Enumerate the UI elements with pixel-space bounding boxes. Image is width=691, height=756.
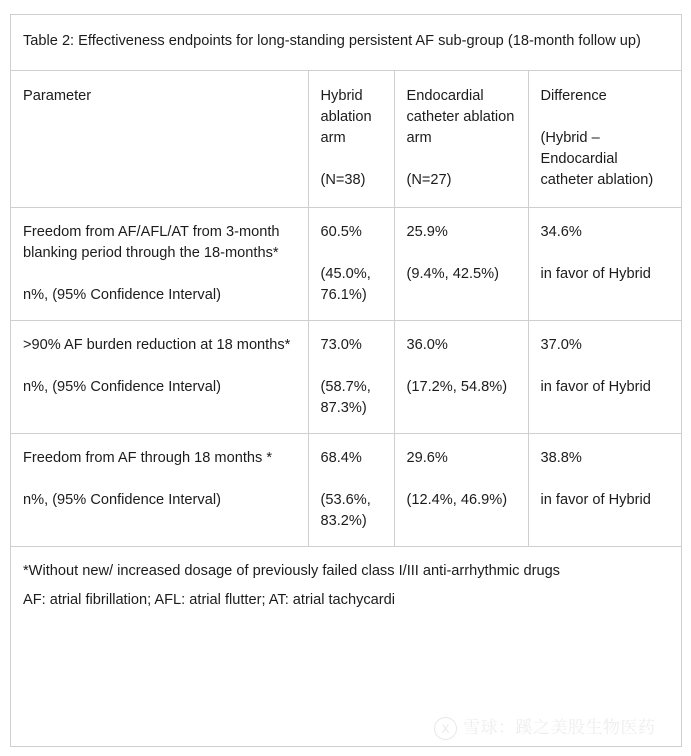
row-difference-cell bbox=[528, 208, 681, 321]
row-parameter-main: Freedom from AF through 18 months * bbox=[23, 450, 273, 466]
table-container bbox=[10, 14, 682, 747]
header-endocardial-arm bbox=[394, 71, 528, 208]
header-difference-formula: (Hybrid – Endocardial catheter ablation) bbox=[540, 130, 654, 188]
row-parameter-sub: n%, (95% Confidence Interval) bbox=[23, 379, 221, 395]
footnote-abbreviations: AF: atrial fibrillation; AFL: atrial flutter; AT: atrial tachycardi bbox=[23, 592, 396, 608]
xueqiu-logo-icon: X bbox=[434, 717, 457, 740]
footnote-row bbox=[11, 586, 681, 627]
table-caption: Table 2: Effectiveness endpoints for long-standing persistent AF sub-group (18-month follow up) bbox=[11, 15, 681, 71]
row-difference-cell bbox=[528, 434, 681, 547]
row-hybrid-cell bbox=[308, 321, 394, 434]
row-parameter-cell bbox=[11, 434, 308, 547]
row-difference-note: in favor of Hybrid bbox=[540, 266, 651, 282]
header-parameter-label: Parameter bbox=[23, 88, 92, 104]
header-hybrid-arm bbox=[308, 71, 394, 208]
row-hybrid-value: 68.4% bbox=[320, 450, 362, 466]
row-hybrid-cell bbox=[308, 434, 394, 547]
header-hybrid-arm-count: (N=38) bbox=[320, 172, 366, 188]
row-endocardial-cell bbox=[394, 434, 528, 547]
row-hybrid-ci: (53.6%, 83.2%) bbox=[320, 492, 371, 529]
row-parameter-sub: n%, (95% Confidence Interval) bbox=[23, 492, 221, 508]
header-hybrid-arm-label: Hybrid ablation arm bbox=[320, 88, 372, 146]
row-hybrid-value: 60.5% bbox=[320, 224, 362, 240]
row-hybrid-ci: (58.7%, 87.3%) bbox=[320, 379, 371, 416]
table-row bbox=[11, 434, 681, 547]
watermark-text: 雪球：蹊之美股生物医药 bbox=[463, 718, 656, 738]
row-parameter-cell bbox=[11, 208, 308, 321]
row-endocardial-value: 25.9% bbox=[406, 224, 448, 240]
row-endocardial-ci: (9.4%, 42.5%) bbox=[406, 266, 499, 282]
table-row bbox=[11, 321, 681, 434]
header-difference-label: Difference bbox=[540, 88, 607, 104]
header-parameter bbox=[11, 71, 308, 208]
row-parameter-sub: n%, (95% Confidence Interval) bbox=[23, 287, 221, 303]
row-difference-value: 34.6% bbox=[540, 224, 582, 240]
row-endocardial-cell bbox=[394, 208, 528, 321]
row-endocardial-ci: (17.2%, 54.8%) bbox=[406, 379, 508, 395]
row-parameter-cell bbox=[11, 321, 308, 434]
row-difference-cell bbox=[528, 321, 681, 434]
header-endocardial-arm-count: (N=27) bbox=[406, 172, 452, 188]
row-hybrid-value: 73.0% bbox=[320, 337, 362, 353]
row-difference-note: in favor of Hybrid bbox=[540, 379, 651, 395]
footnote-asterisk: *Without new/ increased dosage of previously failed class I/III anti-arrhythmic drugs bbox=[23, 563, 560, 579]
table-row bbox=[11, 208, 681, 321]
row-endocardial-ci: (12.4%, 46.9%) bbox=[406, 492, 508, 508]
row-hybrid-ci: (45.0%, 76.1%) bbox=[320, 266, 371, 303]
row-hybrid-cell bbox=[308, 208, 394, 321]
row-difference-value: 38.8% bbox=[540, 450, 582, 466]
header-difference bbox=[528, 71, 681, 208]
effectiveness-endpoints-table bbox=[11, 15, 681, 627]
footnote-row bbox=[11, 547, 681, 587]
row-parameter-main: >90% AF burden reduction at 18 months* bbox=[23, 337, 291, 353]
row-difference-note: in favor of Hybrid bbox=[540, 492, 651, 508]
row-parameter-main: Freedom from AF/AFL/AT from 3-month blanking period through the 18-months* bbox=[23, 224, 280, 261]
row-endocardial-value: 29.6% bbox=[406, 450, 448, 466]
header-endocardial-arm-label: Endocardial catheter ablation arm bbox=[406, 88, 515, 146]
table-caption-row bbox=[11, 15, 681, 71]
row-endocardial-cell bbox=[394, 321, 528, 434]
table-header-row bbox=[11, 71, 681, 208]
row-endocardial-value: 36.0% bbox=[406, 337, 448, 353]
row-difference-value: 37.0% bbox=[540, 337, 582, 353]
